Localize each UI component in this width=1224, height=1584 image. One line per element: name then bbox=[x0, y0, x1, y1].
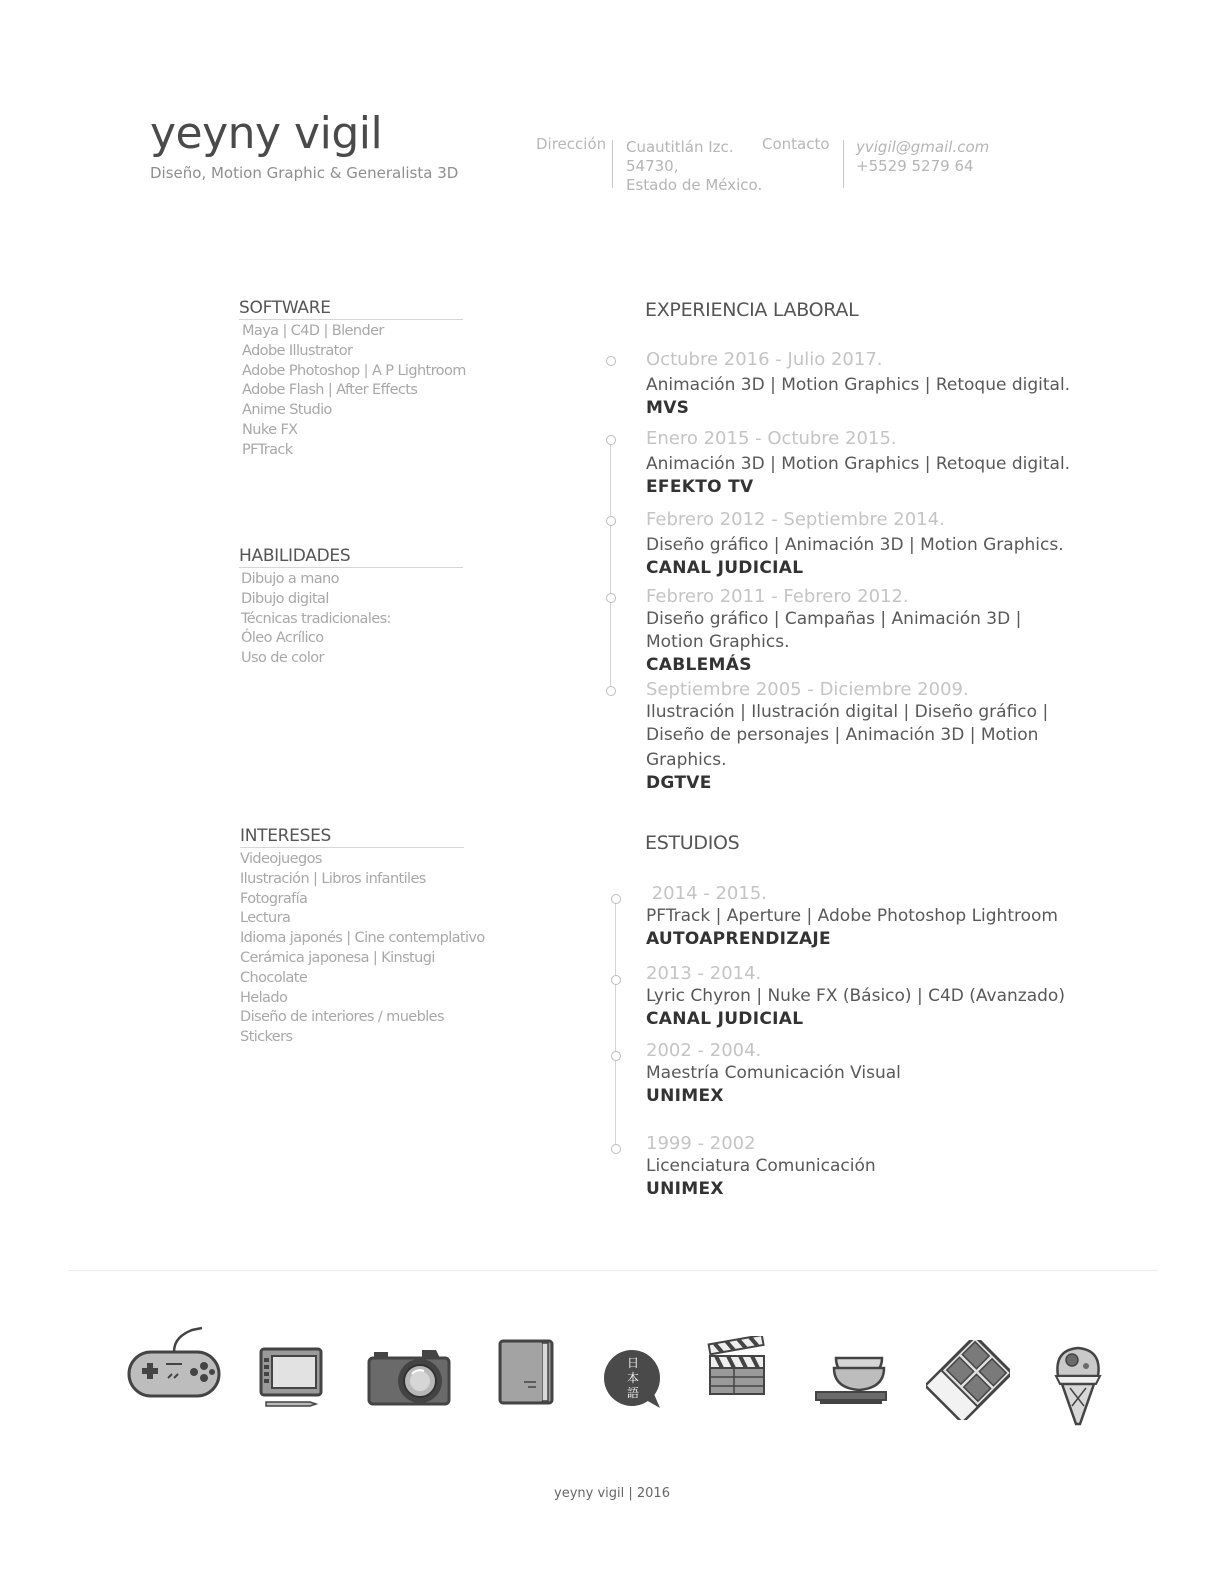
list-item: Técnicas tradicionales: bbox=[241, 610, 391, 627]
estudios-entry bbox=[646, 1132, 876, 1201]
experiencia-entry bbox=[646, 678, 1048, 795]
contact-divider bbox=[843, 140, 844, 188]
list-item: PFTrack bbox=[242, 441, 293, 458]
entry-desc: Animación 3D | Motion Graphics | Retoque digital. bbox=[646, 375, 1071, 395]
timeline-dot bbox=[606, 593, 616, 603]
entry-org: CANAL JUDICIAL bbox=[646, 1009, 804, 1029]
list-item: Cerámica japonesa | Kinstugi bbox=[240, 949, 435, 966]
clapperboard-icon bbox=[706, 1336, 768, 1398]
software-title: SOFTWARE bbox=[239, 298, 463, 320]
contact-label: Contacto bbox=[762, 135, 830, 153]
drawing-tablet-icon bbox=[258, 1346, 324, 1408]
entry-desc: Motion Graphics. bbox=[646, 632, 790, 652]
japanese-text: 日本語 bbox=[626, 1356, 639, 1400]
entry-date: Febrero 2012 - Septiembre 2014. bbox=[646, 509, 945, 530]
list-item: Chocolate bbox=[240, 969, 308, 986]
list-item: Dibujo a mano bbox=[241, 571, 339, 587]
list-item: Ilustración | Libros infantiles bbox=[240, 870, 426, 887]
phone-number: +5529 5279 64 bbox=[856, 157, 974, 175]
entry-org: AUTOAPRENDIZAJE bbox=[646, 929, 831, 949]
experiencia-entry bbox=[646, 585, 1021, 677]
experiencia-entry bbox=[646, 348, 1070, 420]
experiencia-entry bbox=[646, 508, 1064, 580]
entry-desc: Diseño gráfico | Animación 3D | Motion Graphics. bbox=[646, 535, 1064, 555]
timeline-dot bbox=[606, 686, 616, 696]
entry-date: Febrero 2011 - Febrero 2012. bbox=[646, 586, 909, 607]
habilidades-list bbox=[241, 570, 391, 669]
estudios-entry bbox=[646, 962, 1065, 1031]
list-item: Adobe Illustrator bbox=[242, 342, 353, 359]
camera-icon bbox=[366, 1346, 452, 1408]
timeline-dot bbox=[606, 435, 616, 445]
estudios-title: ESTUDIOS bbox=[645, 832, 740, 854]
timeline-dot bbox=[611, 1144, 621, 1154]
entry-desc: Maestría Comunicación Visual bbox=[646, 1063, 901, 1083]
entry-date: 2014 - 2015. bbox=[646, 883, 767, 904]
list-item: Nuke FX bbox=[242, 421, 298, 438]
list-item: Adobe Photoshop | A P Lightroom bbox=[242, 362, 466, 379]
list-item: Uso de color bbox=[241, 650, 324, 667]
entry-desc: Animación 3D | Motion Graphics | Retoque digital. bbox=[646, 454, 1071, 474]
timeline-dot bbox=[611, 1051, 621, 1061]
timeline-dot bbox=[611, 975, 621, 985]
entry-org: CANAL JUDICIAL bbox=[646, 558, 804, 578]
entry-desc: Diseño gráfico | Campañas | Animación 3D | bbox=[646, 609, 1022, 629]
resume-name: yeyny vigil bbox=[150, 108, 383, 159]
timeline-dot bbox=[611, 894, 621, 904]
chocolate-icon bbox=[926, 1340, 1010, 1420]
entry-org: EFEKTO TV bbox=[646, 477, 754, 497]
footer-text: yeyny vigil | 2016 bbox=[554, 1486, 670, 1501]
entry-date: Enero 2015 - Octubre 2015. bbox=[646, 428, 897, 449]
footer-divider bbox=[68, 1270, 1158, 1271]
entry-org: CABLEMÁS bbox=[646, 655, 752, 675]
entry-desc: Licenciatura Comunicación bbox=[646, 1156, 876, 1176]
ceramic-bowls-icon bbox=[814, 1354, 888, 1408]
entry-date: 2002 - 2004. bbox=[646, 1040, 762, 1061]
list-item: Dibujo digital bbox=[241, 590, 329, 607]
list-item: Stickers bbox=[240, 1029, 293, 1046]
experiencia-title: EXPERIENCIA LABORAL bbox=[645, 299, 859, 321]
email-link[interactable]: yvigil@gmail.com bbox=[856, 138, 990, 156]
address-line: Cuautitlán Izc. bbox=[626, 138, 734, 156]
address-divider bbox=[612, 140, 613, 188]
experiencia-timeline bbox=[610, 440, 611, 690]
entry-date: Septiembre 2005 - Diciembre 2009. bbox=[646, 679, 969, 700]
habilidades-title: HABILIDADES bbox=[239, 546, 463, 568]
experiencia-entry bbox=[646, 427, 1070, 499]
entry-desc: PFTrack | Aperture | Adobe Photoshop Lightroom bbox=[646, 906, 1058, 926]
software-list bbox=[242, 322, 466, 461]
entry-desc: Graphics. bbox=[646, 750, 727, 770]
ice-cream-icon bbox=[1052, 1344, 1104, 1426]
list-item: Diseño de interiores / muebles bbox=[240, 1009, 444, 1026]
list-item: Idioma japonés | Cine contemplativo bbox=[240, 930, 485, 947]
entry-desc: Lyric Chyron | Nuke FX (Básico) | C4D (Avanzado) bbox=[646, 986, 1065, 1006]
intereses-title: INTERESES bbox=[240, 826, 464, 848]
address-line: Estado de México. bbox=[626, 176, 763, 194]
address-line: 54730, bbox=[626, 157, 679, 175]
list-item: Lectura bbox=[240, 910, 291, 927]
list-item: Maya | C4D | Blender bbox=[242, 323, 384, 339]
list-item: Anime Studio bbox=[242, 402, 332, 419]
book-icon bbox=[496, 1338, 558, 1406]
address-block bbox=[626, 138, 762, 195]
entry-desc: Diseño de personajes | Animación 3D | Motion bbox=[646, 725, 1039, 745]
list-item: Fotografía bbox=[240, 890, 308, 907]
estudios-timeline bbox=[615, 898, 616, 1148]
resume-subtitle: Diseño, Motion Graphic & Generalista 3D bbox=[150, 164, 459, 182]
intereses-list bbox=[240, 850, 485, 1048]
entry-org: MVS bbox=[646, 398, 690, 418]
list-item: Óleo Acrílico bbox=[241, 630, 324, 647]
estudios-entry bbox=[646, 1039, 901, 1108]
japanese-language-icon bbox=[602, 1348, 664, 1410]
entry-date: 1999 - 2002 bbox=[646, 1133, 756, 1154]
list-item: Adobe Flash | After Effects bbox=[242, 382, 418, 399]
contact-block bbox=[856, 138, 989, 176]
entry-org: UNIMEX bbox=[646, 1086, 724, 1106]
entry-date: Octubre 2016 - Julio 2017. bbox=[646, 349, 883, 370]
list-item: Videojuegos bbox=[240, 851, 322, 867]
timeline-dot bbox=[606, 356, 616, 366]
gamepad-icon bbox=[126, 1326, 222, 1398]
entry-org: DGTVE bbox=[646, 773, 712, 793]
timeline-dot bbox=[606, 516, 616, 526]
entry-date: 2013 - 2014. bbox=[646, 963, 762, 984]
address-label: Dirección bbox=[536, 135, 607, 153]
estudios-entry bbox=[646, 882, 1058, 951]
entry-org: UNIMEX bbox=[646, 1179, 724, 1199]
list-item: Helado bbox=[240, 989, 288, 1006]
entry-desc: Ilustración | Ilustración digital | Diseño gráfico | bbox=[646, 702, 1049, 722]
